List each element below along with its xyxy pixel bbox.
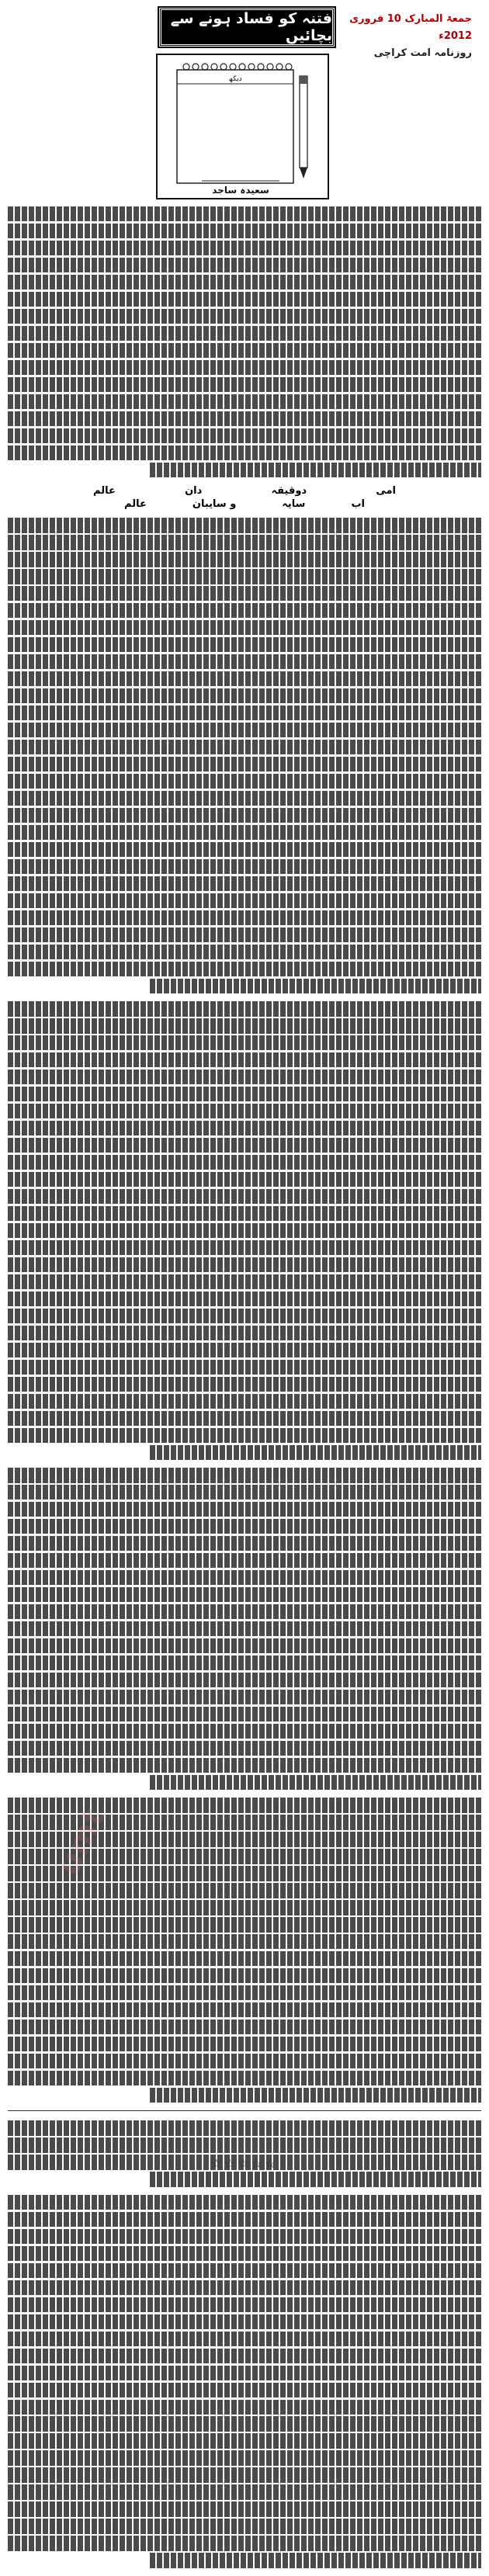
article-body xyxy=(8,206,481,2576)
section-divider xyxy=(8,2110,481,2111)
article-paragraph xyxy=(8,1001,481,1460)
notebook-icon xyxy=(177,64,307,183)
watermark: umt xyxy=(50,1802,113,1881)
verse-line-2: اب سایہ و سایبان عالم xyxy=(124,498,365,511)
article-header xyxy=(0,6,489,200)
end-stars: ☆☆☆☆☆ xyxy=(210,2156,279,2171)
cartoon-caption: سعیدہ ساجد xyxy=(212,185,269,196)
publication-date: جمعۃ المبارک 10 فروری 2012ء xyxy=(349,13,472,42)
article-meta xyxy=(324,11,472,62)
article-paragraph xyxy=(8,2195,481,2568)
cartoon-illustration xyxy=(155,53,330,200)
article-paragraph xyxy=(8,206,481,477)
article-paragraph xyxy=(8,1468,481,1790)
publication-name: روزنامہ امت کراچی xyxy=(373,47,472,59)
article-headline: فتنہ کو فساد ہونے سے بچائیں xyxy=(159,8,335,47)
notebook-title: دیکھ xyxy=(228,75,242,83)
article-paragraph xyxy=(8,518,481,993)
article-paragraph xyxy=(8,2120,481,2186)
verse-line-1: امی دوقیقہ دان عالم xyxy=(93,485,396,498)
